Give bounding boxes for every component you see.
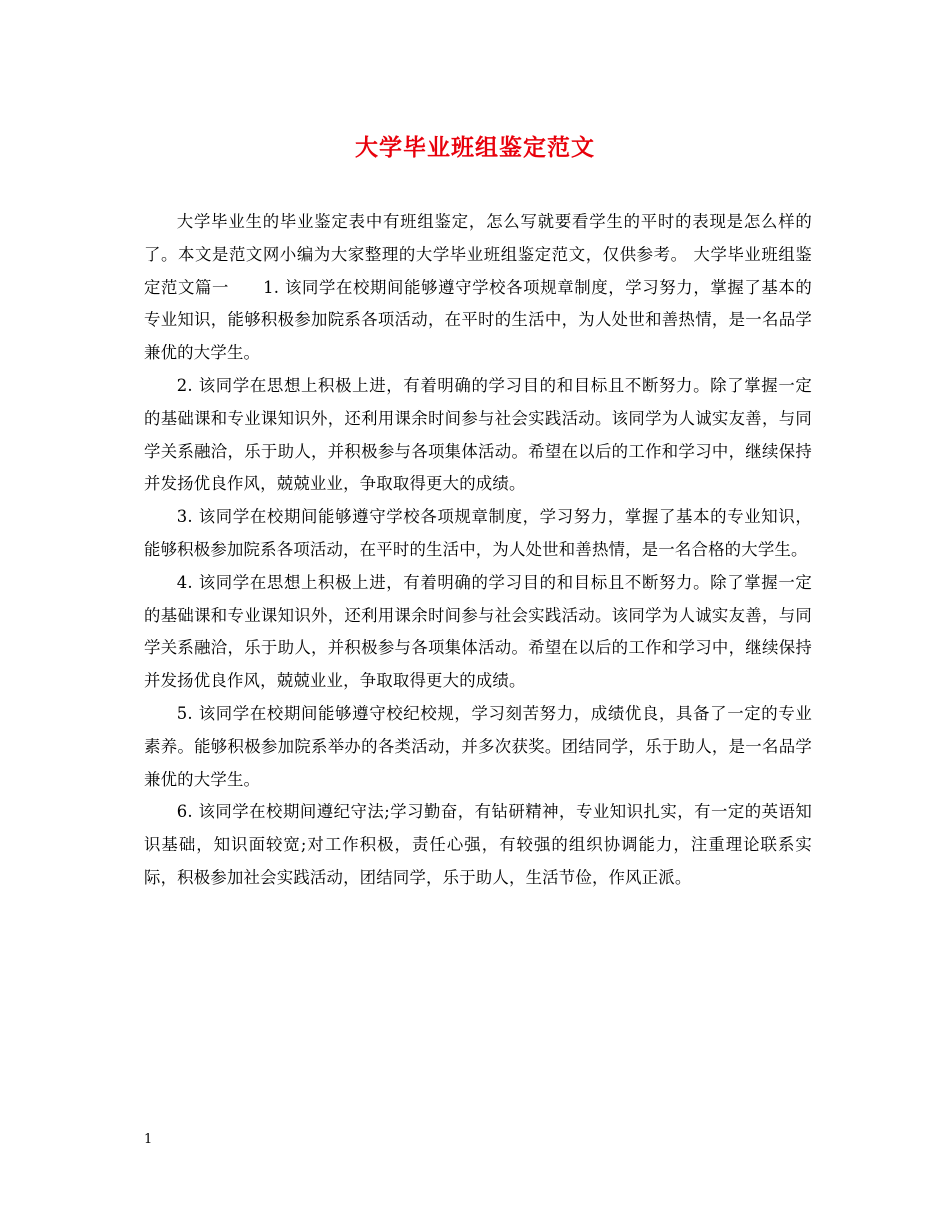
- page-number: 1: [144, 1132, 153, 1147]
- document-body: [144, 206, 812, 895]
- paragraph-intro: 大学毕业生的毕业鉴定表中有班组鉴定，怎么写就要看学生的平时的表现是怎么样的了。本文是范文网小编为大家整理的大学毕业班组鉴定范文，仅供参考。 大学毕业班组鉴定范文篇一 1. 该同学在校期间能够遵守学校各项规章制度，学习努力，掌握了基本的专业知识，能够积极参加院系各项活动，在平时的生活中，为人处世和善热情，是一名品学兼优的大学生。: [144, 212, 812, 363]
- paragraph-item-4: 4. 该同学在思想上积极上进，有着明确的学习目的和目标且不断努力。除了掌握一定的基础课和专业课知识外，还利用课余时间参与社会实践活动。该同学为人诚实友善，与同学关系融洽，乐于助人，并积极参与各项集体活动。希望在以后的工作和学习中，继续保持并发扬优良作风，兢兢业业，争取取得更大的成绩。: [144, 572, 812, 691]
- paragraph-item-6: 6. 该同学在校期间遵纪守法;学习勤奋，有钻研精神，专业知识扎实，有一定的英语知识基础，知识面较宽;对工作积极，责任心强，有较强的组织协调能力，注重理论联系实际，积极参加社会实践活动，团结同学，乐于助人，生活节俭，作风正派。: [144, 802, 812, 887]
- paragraph-item-3: 3. 该同学在校期间能够遵守学校各项规章制度，学习努力，掌握了基本的专业知识，能够积极参加院系各项活动，在平时的生活中，为人处世和善热情，是一名合格的大学生。: [144, 507, 812, 559]
- page-title: 大学毕业班组鉴定范文: [355, 134, 595, 161]
- paragraph-item-2: 2. 该同学在思想上积极上进，有着明确的学习目的和目标且不断努力。除了掌握一定的基础课和专业课知识外，还利用课余时间参与社会实践活动。该同学为人诚实友善，与同学关系融洽，乐于助人，并积极参与各项集体活动。希望在以后的工作和学习中，继续保持并发扬优良作风，兢兢业业，争取取得更大的成绩。: [144, 375, 812, 494]
- paragraph-item-5: 5. 该同学在校期间能够遵守校纪校规，学习刻苦努力，成绩优良，具备了一定的专业素养。能够积极参加院系举办的各类活动，并多次获奖。团结同学，乐于助人，是一名品学兼优的大学生。: [144, 703, 812, 789]
